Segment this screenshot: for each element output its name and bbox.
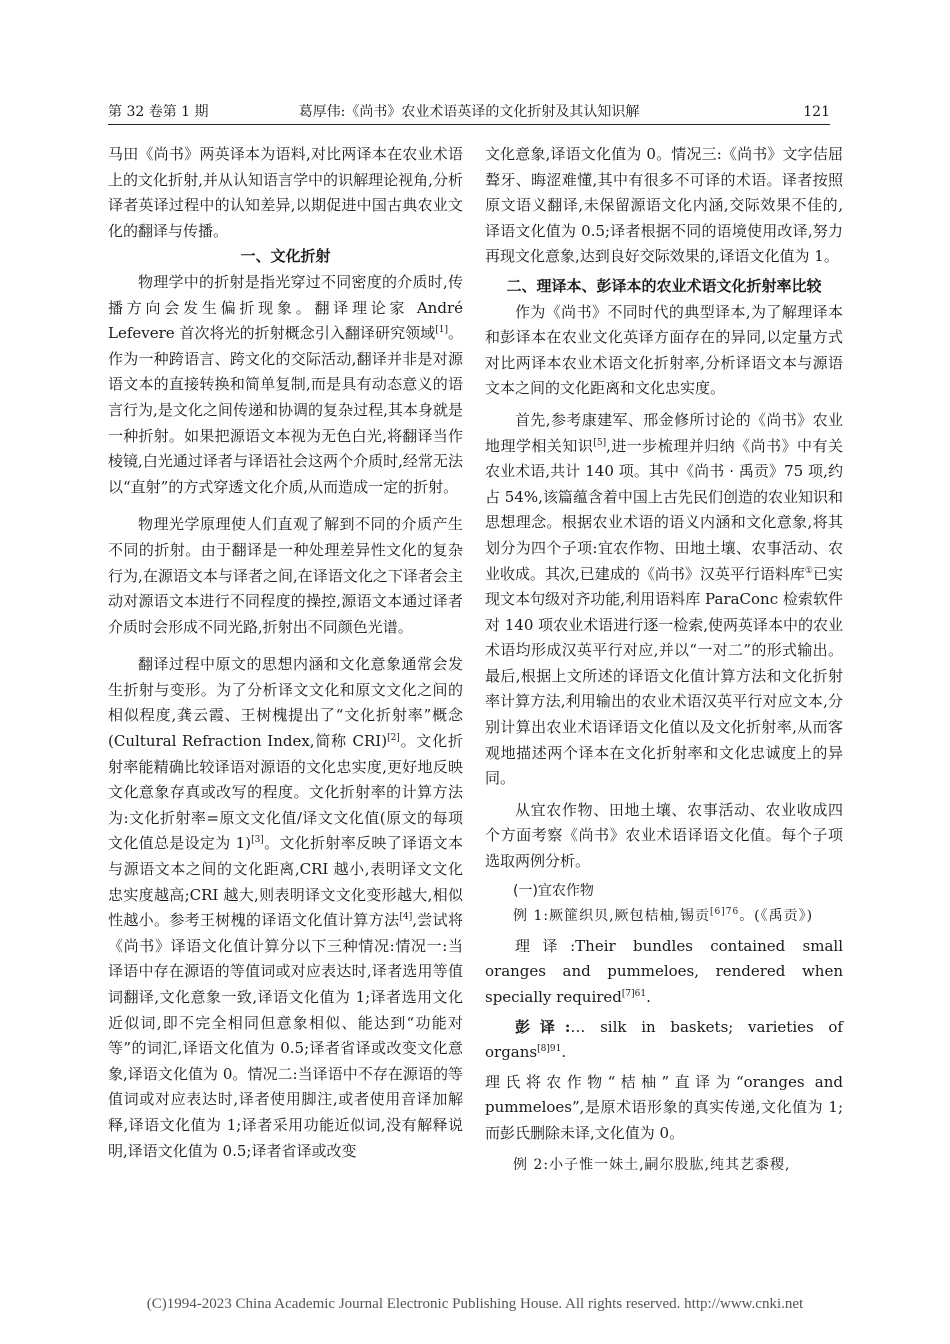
section-heading-2: 二、理译本、彭译本的农业术语文化折射率比较 <box>506 276 822 295</box>
section-heading-1: 一、文化折射 <box>240 247 331 266</box>
right-column <box>485 142 843 1178</box>
paragraph: 作为《尚书》不同时代的典型译本,为了解理译本和彭译本在农业文化英译方面存在的异同,以定量方式对比两译本农业术语文化折射率,分析译语文本与源语文本之间的文化距离和文化忠实度。 <box>485 302 843 398</box>
article-running-title: 葛厚伟:《尚书》农业术语英译的文化折射及其认知识解 <box>298 104 640 120</box>
paragraph: 文化意象,译语文化值为 0。情况三:《尚书》文字佶屈聱牙、晦涩难懂,其中有很多不可译的术语。译者按照原文语义翻译,未保留源语文化内涵,交际效果不佳的,译语文化值为 0.5;译者根据不同的语境使用改译,努力再现文化意象,达到良好交际效果的,译语文化值为 1。 <box>485 145 843 266</box>
page-number: 121 <box>803 104 830 120</box>
header-rule <box>108 124 830 125</box>
example-1: 例 1:厥篚织贝,厥包桔柚,锡贡$^{[6]76}$。(《禹贡》) <box>513 907 814 925</box>
citation: [4] <box>399 912 413 923</box>
paragraph: 物理学中的折射是指光穿过不同密度的介质时,传播方向会发生偏折现象。翻译理论家 André Lefevere 首次将光的折射概念引入翻译研究领域[1]。作为一种跨语言、跨文化的交际活动,翻译并非是对源语文本的直接转换和简单复制,而是具有动态意义的语言行为,是文化之间传递和协调的复杂过程,其本身就是一种折射。如果把源语文本视为无色白光,将翻译当作棱镜,白光通过译者与译语社会这两个介质时,经常无法以“直射”的方式穿透文化介质,从而造成一定的折射。 <box>108 272 463 496</box>
copyright-footer: (C)1994-2023 China Academic Journal Electronic Publishing House. All rights reserved. http://www.cnki.net <box>146 1296 804 1312</box>
translation-peng: 彭译:… silk in baskets; varieties of organs$^{[8]91}$. <box>485 1017 843 1062</box>
citation: [5] <box>593 437 607 448</box>
citation: [3] <box>251 835 264 846</box>
paragraph: 马田《尚书》两英译本为语料,对比两译本在农业术语上的文化折射,并从认知语言学中的识解理论视角,分析译者英译过程中的认知差异,以期促进中国古典农业文化的翻译与传播。 <box>108 145 463 240</box>
paragraph: 首先,参考康建军、邢金修所讨论的《尚书》农业地理学相关知识[5],进一步梳理并归纳《尚书》中有关农业术语,共计 140 项。其中《尚书 · 禹贡》75 项,约占 54%,该篇蕴含着中国上古先民们创造的农业知识和思想理念。根据农业术语的语义内涵和文化意象,将其划分为四个子项:宜农作物、田地土壤、农事活动、农业收成。其次,已建成的《尚书》汉英平行语料库①已实现文本句级对齐功能,利用语料库 ParaConc 检索软件对 140 项农业术语进行逐一检索,使两英译本中的农业术语均形成汉英平行对应,并以“一对二”的形式输出。最后,根据上文所述的译语文化值计算方法和文化折射率计算方法,利用输出的农业术语汉英平行对应文本,分别计算出农业术语译语文化值以及文化折射率,从而客观地描述两个译本在文化折射率和文化忠诚度上的异同。 <box>485 410 843 788</box>
volume-issue: 第 32 卷第 1 期 <box>108 104 209 120</box>
paragraph: 从宜农作物、田地土壤、农事活动、农业收成四个方面考察《尚书》农业术语译语文化值。每个子项选取两例分析。 <box>485 800 843 871</box>
citation: [6]76 <box>709 907 740 918</box>
translation-li: 理译:Their bundles contained small oranges and pummeloes, rendered when specially required$^{[7]61}$. <box>485 936 844 1006</box>
example-2: 例 2:小子惟一妹土,嗣尔股肱,纯其艺黍稷, <box>513 1156 791 1173</box>
citation: [1] <box>435 325 448 336</box>
paragraph: 翻译过程中原文的思想内涵和文化意象通常会发生折射与变形。为了分析译文文化和原文文化之间的相似程度,龚云霞、王树槐提出了“文化折射率”概念(Cultural Refraction Index,简称 CRI)[2]。文化折射率能精确比较译语对源语的文化忠实度,更好地反映文化意象存真或改写的程度。文化折射率的计算方法为:文化折射率=原文文化值/译文文化值(原文的每项文化值总是设定为 1)[3]。文化折射率反映了译语文本与源语文本之间的文化距离,CRI 越小,表明译文文化忠实度越高;CRI 越大,则表明译文文化变形越大,相似性越小。参考王树槐的译语文化值计算方法[4],尝试将《尚书》译语文化值计算分以下三种情况:情况一:当译语中存在源语的等值词或对应表达时,译者选用等值词翻译,文化意象一致,译语文化值为 1;译者选用文化近似词,即不完全相同但意象相似、能达到“功能对等”的词汇,译语文化值为 0.5;译者省译或改变文化意象,译语文化值为 0。情况二:当译语中不存在源语的等值词或对应表达时,译者使用脚注,或者使用音译加解释,译语文化值为 1;译者采用功能近似词,没有解释说明,译语文化值为 0.5;译者省译或改变 <box>108 655 463 1160</box>
paragraph: 物理光学原理使人们直观了解到不同的介质产生不同的折射。由于翻译是一种处理差异性文化的复杂行为,在源语文本与译者之间,在译语文化之下译者会主动对源语文本进行不同程度的操控,源语文本通过译者介质时会形成不同光路,折射出不同颜色光谱。 <box>108 515 463 636</box>
citation: [7]61 <box>621 989 647 999</box>
subsection-heading: (一)宜农作物 <box>513 882 594 899</box>
footnote-marker: ① <box>804 565 813 576</box>
paragraph: 理氏将农作物“桔柚”直译为“oranges and pummeloes”,是原术语形象的真实传递,文化值为 1;而彭氏删除未译,文化值为 0。 <box>485 1072 843 1142</box>
citation: [8]91 <box>537 1044 562 1055</box>
running-header <box>108 100 830 124</box>
citation: [2] <box>387 733 400 744</box>
left-column <box>108 142 463 1164</box>
